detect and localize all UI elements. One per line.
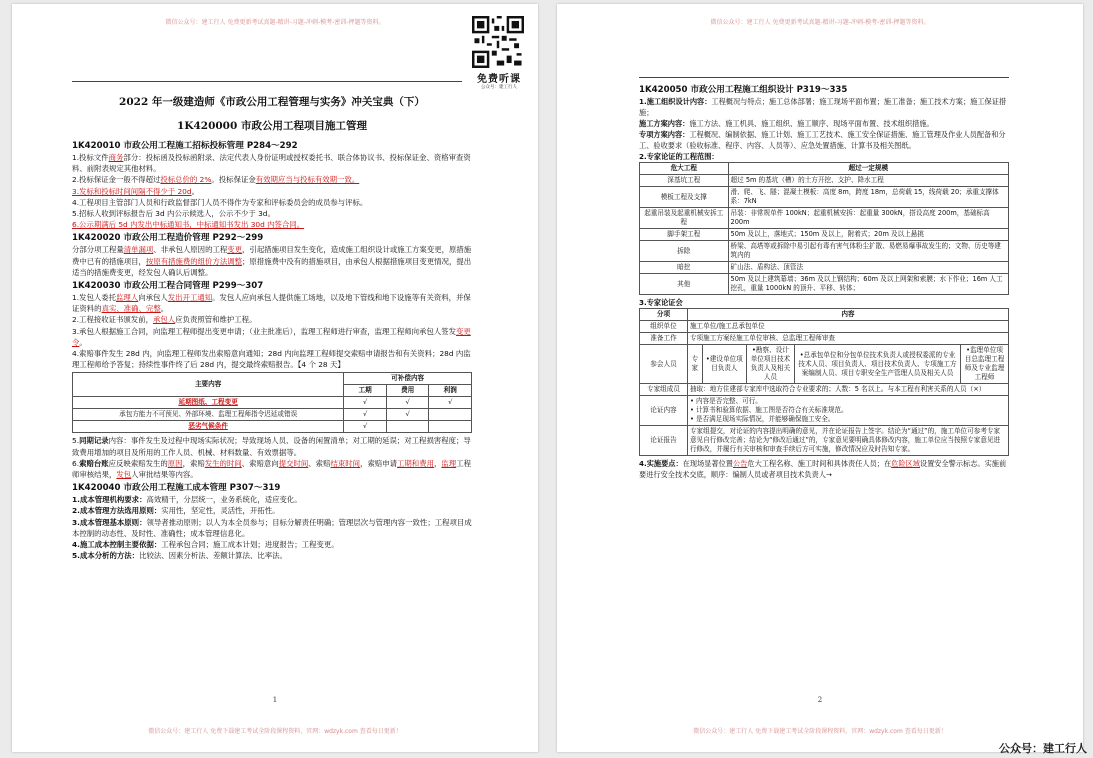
table-cell: 拆除 (640, 241, 729, 262)
paragraph: 2.投标保证金一般不得超过投标总价的 2%。投标保证金有效期应当与投标有效期一致。 (72, 175, 360, 185)
paragraph: 1.发包人委托监理人向承包人发出开工通知。发包人应向承包人提供施工场地，以及地下管线和地下设施等有关资料，并保证资料的真实、准确、完整。 (72, 293, 471, 314)
paragraph: 3.成本管理基本原则：领导者推动原则；以人为本全员参与；目标分解责任明确；管理层次与管理内容一致性；工程项目成本控制的动态性、及时性、准确性；成本管理信息化。 (72, 517, 472, 538)
paragraph: 施工方案内容：施工方法、施工机具、施工组织、施工顺序、现场平面布置、技术组织措施。 (639, 119, 934, 128)
paragraph: 4.实施要点：在现场显著位置公告危大工程名称、施工时间和具体责任人员；在危险区域设置安全警示标志。实施前要进行安全技术交底，顺序：编制人员或者项目技术负责人→ (639, 459, 1007, 479)
table-row (640, 384, 1009, 396)
table-cell: √ (344, 421, 387, 433)
paragraph: 3.专家论证会 (639, 298, 683, 307)
brand-label: 公众号：建工行人 (999, 742, 1087, 755)
paragraph: 1.投标文件商务部分：投标函及投标函附录、法定代表人身份证明或授权委托书、联合体协议书、投标保证金、资格审查资料、前附表规定其他材料。 (72, 153, 471, 174)
paragraph: 2.工程接收证书颁发前，承包人应负责照管和维护工程。 (72, 315, 257, 325)
page-number: 1 (272, 696, 278, 704)
table-cell: 其他 (640, 274, 729, 295)
section-title: 1K420040 市政公用工程施工成本管理 P307～319 (72, 483, 281, 494)
table-cell: 桥梁、高塔等或拆除中易引起有毒有害气体粉尘扩散、易燃易爆事故发生的；文物、历史等建筑内的 (728, 241, 1008, 262)
table-cell: 论证报告 (640, 426, 688, 456)
table-row (640, 274, 1009, 295)
table-row (640, 333, 1009, 345)
table-header: 主要内容 (73, 373, 344, 397)
table-row (73, 397, 472, 409)
table-cell (429, 421, 472, 433)
table-header: 可补偿内容 (344, 373, 472, 385)
page2-body (639, 82, 1009, 480)
section-title: 1K420010 市政公用工程施工招标投标管理 P284～292 (72, 141, 298, 151)
watermark-bottom: 微信公众号：建工行人 免费下载建工考试全阶段课程资料，官网：wdzyk.com 查看每日更新！ (693, 728, 947, 735)
table-row (640, 187, 1009, 208)
table-header: 内容 (687, 309, 1008, 321)
table-cell: 模板工程及支撑 (640, 187, 729, 208)
list-item: • 是否满足现场实际情况，并能够确保施工安全。 (689, 415, 835, 423)
table-cell: 承包方能力不可预见、外部环境、监理工程师指令迟延或错误 (73, 409, 344, 421)
table-cell: 50m 及以上，落地式；150m 及以上，附着式；20m 及以上悬挑 (728, 229, 1008, 241)
paragraph: 2.专家论证的工程范围： (639, 152, 719, 161)
table-row (640, 345, 1009, 384)
table-header: 危大工程 (640, 163, 729, 175)
table-cell: •总承包单位和分包单位技术负责人或授权委派的专业技术人员、项目负责人、项目技术负责人、专项施工方案编制人员、项目专职安全生产管理人员及相关人员 (794, 345, 960, 384)
table-cell: •建设单位项目负责人 (702, 345, 746, 384)
paragraph: 5.招标人收到评标报告后 3d 内公示候选人，公示不少于 3d。 (72, 209, 275, 219)
paragraph: 2.成本管理方法选用原则：实用性，坚定性，灵活性，开拓性。 (72, 506, 280, 516)
chapter-title: 1K420000 市政公用工程项目施工管理 (177, 120, 367, 132)
table-cell: 吊装：非常规单件 100kN；起重机械安拆：起重量 300kN，搭设高度 200m，基础标高 200m (728, 208, 1008, 229)
document-page-2 (557, 4, 1083, 752)
table-cell: 滑、爬、飞、隧；混凝土模板：高度 8m，跨度 18m，总荷载 15，线荷载 20；承重支撑体系：7kN (728, 187, 1008, 208)
document-page-1 (12, 4, 538, 752)
paragraph: 5.同期记录内容：事件发生及过程中现场实际状况；导致现场人员、设备的闲置清单；对工期的延误；对工程损害程度；导致费用增加的项目及所用的工作人员、机械、材料数量、有效票据等。 (72, 436, 471, 457)
table-row (73, 409, 472, 421)
paragraph: 3.承包人根据施工合同，向监理工程师提出变更申请；（业主批准后），监理工程师进行审查，监理工程师向承包人签发变更令。 (72, 326, 471, 347)
paragraph: 5.成本分析的方法：比较法、因素分析法、差额计算法、比率法。 (72, 551, 287, 561)
table-header: 超过一定规模 (728, 163, 1008, 175)
table-cell: 参会人员 (640, 345, 688, 384)
table-cell: 50m 及以上建筑幕墙；36m 及以上钢结构；60m 及以上网架和索膜；水下作业；16m 人工挖孔，重量 1000kN 的顶升、平移、转体； (728, 274, 1008, 295)
table-row (640, 229, 1009, 241)
expert-scope-table (639, 162, 1009, 295)
paragraph: 6.公示期满后 5d 内发出中标通知书，中标通知书发出 30d 内签合同。 (72, 220, 305, 230)
table-cell: 恶劣气候条件 (73, 421, 344, 433)
table-cell: 暗挖 (640, 262, 729, 274)
table-header: 费用 (386, 385, 429, 397)
table-cell: 专家组成员 (640, 384, 688, 396)
page-number: 2 (817, 696, 823, 704)
table-cell: 超过 5m 的基坑（槽）的土方开挖、支护、降水工程 (728, 175, 1008, 187)
paragraph: 4.施工成本控制主要依据：工程承包合同；施工成本计划；进度报告；工程变更。 (72, 540, 339, 550)
paragraph: 6.索赔台账应反映索赔发生的原因，索赔发生的时间、索赔意向提交时间、索赔结束时间，索赔申请工期和费用，监理工程师审核结果，发包人审批结果等内容。 (72, 458, 471, 480)
table-cell: √ (386, 409, 429, 421)
table-cell (429, 409, 472, 421)
watermark-top: 微信公众号：建工行人 免费更新考试真题-精讲-习题-冲刺-模考-密训-押题等资料。 (710, 19, 930, 26)
table-header: 工期 (344, 385, 387, 397)
section-title: 1K420020 市政公用工程造价管理 P292～299 (72, 233, 264, 244)
header-rule (72, 81, 462, 82)
compensation-table (72, 372, 472, 433)
table-row (640, 262, 1009, 274)
table-row (640, 396, 1009, 426)
header-rule (639, 77, 1009, 78)
paragraph: 3.发标和投标时间间隔不得少于 20d。 (72, 186, 199, 196)
section-title: 1K420050 市政公用工程施工组织设计 P319～335 (639, 85, 848, 95)
table-cell: 脚手架工程 (640, 229, 729, 241)
table-cell: •监理单位项目总监理工程师及专业监理工程师 (961, 345, 1009, 384)
table-row (640, 175, 1009, 187)
table-cell: 抽取：地方住建部专家库中选取符合专业要求的；人数：5 名以上。与本工程有利害关系的人员（×） (687, 384, 1008, 396)
document-title: 2022 年一级建造师《市政公用工程管理与实务》冲关宝典（下） (119, 96, 425, 108)
watermark-top: 微信公众号：建工行人 免费更新考试真题-精讲-习题-冲刺-模考-密训-押题等资料。 (165, 19, 385, 26)
table-cell: √ (386, 397, 429, 409)
table-row (640, 426, 1009, 456)
paragraph: 1.成本管理机构要求：高效精干，分层统一，业务系统化，适应变化。 (72, 495, 302, 505)
table-cell: 起重吊装及起重机械安拆工程 (640, 208, 729, 229)
table-cell: 专家 (687, 345, 702, 384)
table-cell: 准备工作 (640, 333, 688, 345)
table-cell: √ (429, 397, 472, 409)
table-cell: 组织单位 (640, 321, 688, 333)
list-item: • 内容是否完整、可行。 (689, 397, 762, 405)
table-cell: 矿山法、盾构法、顶管法 (728, 262, 1008, 274)
page1-body (72, 138, 472, 561)
table-row (640, 208, 1009, 229)
list-item: • 计算书和验算依据、施工图是否符合有关标准规范。 (689, 406, 848, 414)
watermark-bottom: 微信公众号：建工行人 免费下载建工考试全阶段课程资料，官网：wdzyk.com 查看每日更新！ (148, 728, 402, 735)
table-cell: 延期图纸、工程变更 (73, 397, 344, 409)
table-header: 分项 (640, 309, 688, 321)
expert-meeting-table (639, 308, 1009, 456)
table-cell: 专家组提交，对论证的内容提出明确的意见，并在论证报告上签字。结论为“通过”的，施工单位可参考专家意见自行修改完善；结论为“修改后通过”的，专家意见要明确具体修改内容，施工单位应当按照专家意见进行修改，并履行有关审核和审查手续后方可实施，修改情况应及时告知专家。 (687, 426, 1008, 456)
paragraph: 4.工程项目主管部门人员和行政监督部门人员不得作为专家和评标委员会的成员参与评标。 (72, 197, 368, 207)
table-cell (386, 421, 429, 433)
table-cell: 施工单位/施工总承包单位 (687, 321, 1008, 333)
table-cell: 论证内容 (640, 396, 688, 426)
table-cell: •勘察、设计单位项目技术负责人及相关人员 (746, 345, 794, 384)
paragraph: 分部分项工程量清单漏项、非承包人原因的工程变更，引起措施项目发生变化，造成施工组织设计或施工方案变更，原措施费中已有的措施项目，按原有措施费的组价方法调整；原措施费中没有的措施项目，由承包人根据措施项目变更情况，提出适当的措施费变更，经发包人确认后调整。 (72, 245, 472, 277)
table-cell: 深基坑工程 (640, 175, 729, 187)
qr-code-icon (472, 16, 524, 68)
table-header: 利润 (429, 385, 472, 397)
paragraph: 4.索赔事件发生 28d 内，向监理工程师发出索赔意向通知；28d 内向监理工程师提交索赔申请报告和有关资料；28d 内监理工程师给予答复；持续性事件终了后 28d 内，提交最终索赔报告。【4 个 28 天】 (72, 349, 471, 370)
paragraph: 1.施工组织设计内容：工程概况与特点；施工总体部署；施工现场平面布置；施工准备；施工技术方案；施工保证措施； (639, 97, 1007, 117)
table-row (640, 321, 1009, 333)
table-row (73, 421, 472, 433)
table-row (640, 241, 1009, 262)
table-cell: 专项施工方案经施工单位审核、总监理工程师审查 (687, 333, 1008, 345)
table-cell (687, 396, 1008, 426)
table-cell: √ (344, 409, 387, 421)
table-cell: √ (344, 397, 387, 409)
section-title: 1K420030 市政公用工程合同管理 P299～307 (72, 281, 264, 292)
qr-caption: 免费听课 (477, 74, 521, 85)
paragraph: 专项方案内容：工程概况、编制依据、施工计划、施工工艺技术、施工安全保证措施、施工管理及作业人员配备和分工、验收要求（验收标准、程序、内容、人员等）、应急处置措施、计算书及相关图纸。 (639, 130, 1006, 150)
qr-subcaption: 公众号：建工行人 (481, 85, 517, 90)
